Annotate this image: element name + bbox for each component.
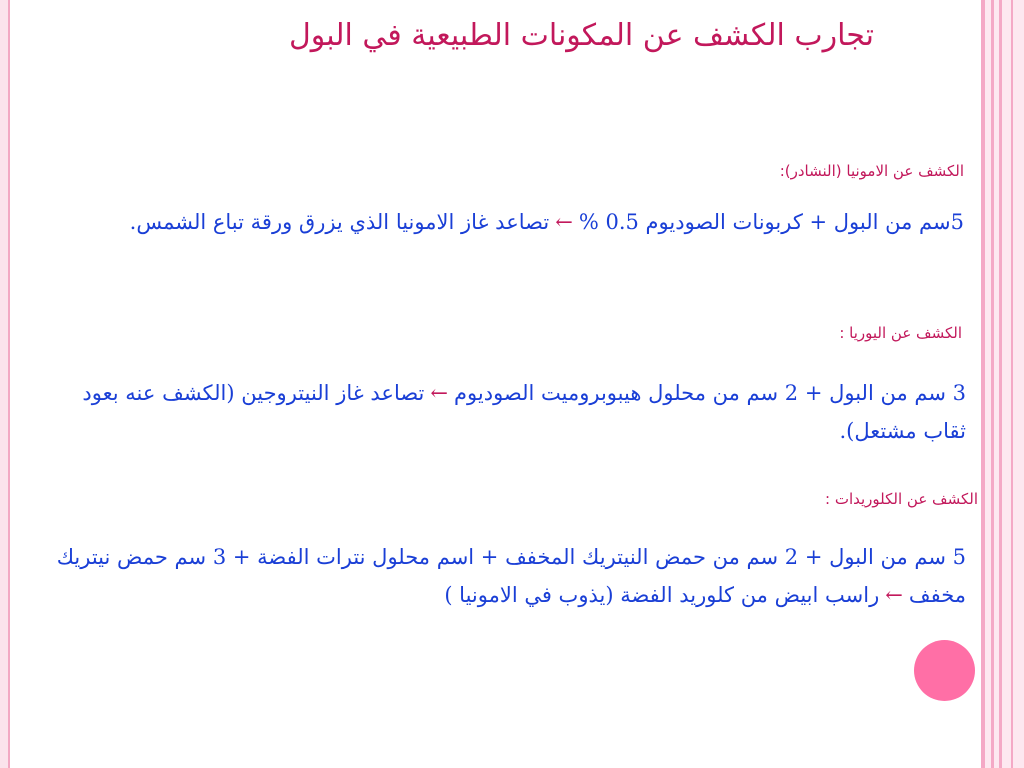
procedure-text: 3 سم من البول + 2 سم من محلول هيبوبروميت الصوديوم [454, 381, 966, 405]
arrow-icon: ← [430, 381, 449, 405]
result-text: تصاعد غاز النيتروجين (الكشف عنه بعود ثقاب مشتعل). [82, 381, 966, 443]
section-text-chlorides [46, 538, 966, 614]
decorative-circle [914, 640, 975, 701]
left-border-line [8, 0, 10, 768]
section-heading-chlorides: الكشف عن الكلوريدات : [825, 490, 978, 508]
result-text: راسب ابيض من كلوريد الفضة (يذوب في الامونيا ) [444, 583, 880, 607]
arrow-icon: ← [555, 210, 573, 234]
right-decorative-stripes [981, 0, 1024, 768]
result-text: تصاعد غاز الامونيا الذي يزرق ورقة تباع الشمس. [129, 210, 550, 234]
arrow-icon: ← [885, 583, 903, 607]
procedure-text: 5سم من البول + كربونات الصوديوم 0.5 % [578, 210, 964, 234]
section-heading-ammonia: الكشف عن الامونيا (النشادر): [779, 162, 964, 180]
section-text-urea [36, 374, 966, 450]
procedure-text: 5 سم من البول + 2 سم من حمض النيتريك المخفف + اسم محلول نترات الفضة + 3 سم حمض نيتريك مخفف [56, 545, 966, 607]
section-text-ammonia [24, 203, 964, 241]
section-heading-urea: الكشف عن اليوريا : [839, 324, 962, 342]
left-border [0, 0, 8, 768]
slide-title: تجارب الكشف عن المكونات الطبيعية في البول [289, 18, 874, 53]
